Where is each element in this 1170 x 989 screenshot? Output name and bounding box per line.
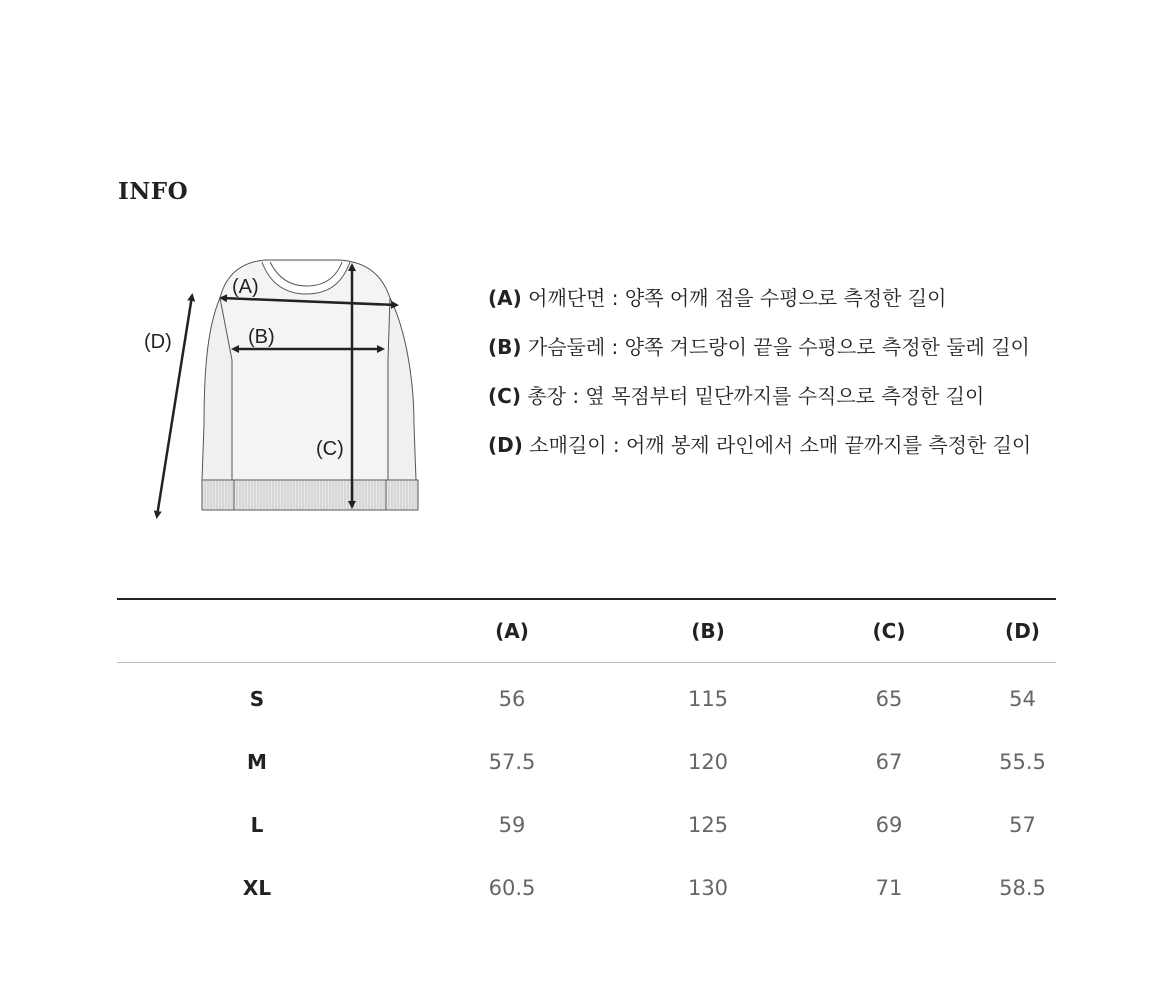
description-text: 가슴둘레 : 양쪽 겨드랑이 끝을 수평으로 측정한 둘레 길이	[527, 335, 1030, 359]
value-c: 69	[875, 812, 903, 837]
measurement-description-list	[488, 282, 1031, 478]
header-d: (D)	[1005, 619, 1040, 643]
value-a: 59	[498, 812, 526, 837]
value-c: 65	[875, 686, 903, 711]
size-label: XL	[242, 875, 272, 900]
size-label: M	[247, 749, 267, 774]
value-a: 57.5	[488, 749, 536, 774]
value-a: 60.5	[488, 875, 536, 900]
description-text: 소매길이 : 어깨 봉제 라인에서 소매 끝까지를 측정한 길이	[529, 433, 1032, 457]
value-b: 125	[687, 812, 729, 837]
table-row	[117, 793, 1056, 856]
value-b: 115	[687, 686, 729, 711]
value-c: 71	[875, 875, 903, 900]
label-a: (A)	[232, 276, 259, 298]
value-d: 58.5	[999, 875, 1046, 900]
value-d: 57	[1009, 812, 1036, 837]
value-b: 120	[687, 749, 729, 774]
label-c: (C)	[316, 438, 344, 460]
table-row	[117, 856, 1056, 919]
description-code: (C)	[488, 384, 521, 408]
size-label: S	[249, 686, 265, 711]
sweater-diagram-svg	[130, 250, 450, 530]
value-b: 130	[687, 875, 729, 900]
label-b: (B)	[248, 326, 275, 348]
sweater-measurement-diagram	[130, 250, 450, 530]
description-code: (D)	[488, 433, 523, 457]
value-d: 55.5	[999, 749, 1046, 774]
table-header-row	[117, 599, 1056, 663]
description-item-c	[488, 380, 1031, 429]
page-title: INFO	[118, 178, 189, 205]
value-c: 67	[875, 749, 903, 774]
header-c: (C)	[872, 619, 906, 643]
description-text: 어깨단면 : 양쪽 어깨 점을 수평으로 측정한 길이	[528, 286, 947, 310]
value-a: 56	[498, 686, 526, 711]
description-code: (B)	[488, 335, 522, 359]
size-chart-table	[117, 598, 1056, 919]
arrow-d	[157, 296, 192, 516]
table-row	[117, 730, 1056, 793]
header-b: (B)	[691, 619, 725, 643]
description-code: (A)	[488, 286, 522, 310]
header-a: (A)	[495, 619, 529, 643]
description-item-a	[488, 282, 1031, 331]
header-size	[117, 599, 397, 663]
description-text: 총장 : 옆 목점부터 밑단까지를 수직으로 측정한 길이	[527, 384, 985, 408]
label-d: (D)	[144, 331, 172, 353]
description-item-d	[488, 429, 1031, 478]
table-row	[117, 663, 1056, 731]
size-label: L	[250, 812, 264, 837]
value-d: 54	[1009, 686, 1036, 711]
description-item-b	[488, 331, 1031, 380]
